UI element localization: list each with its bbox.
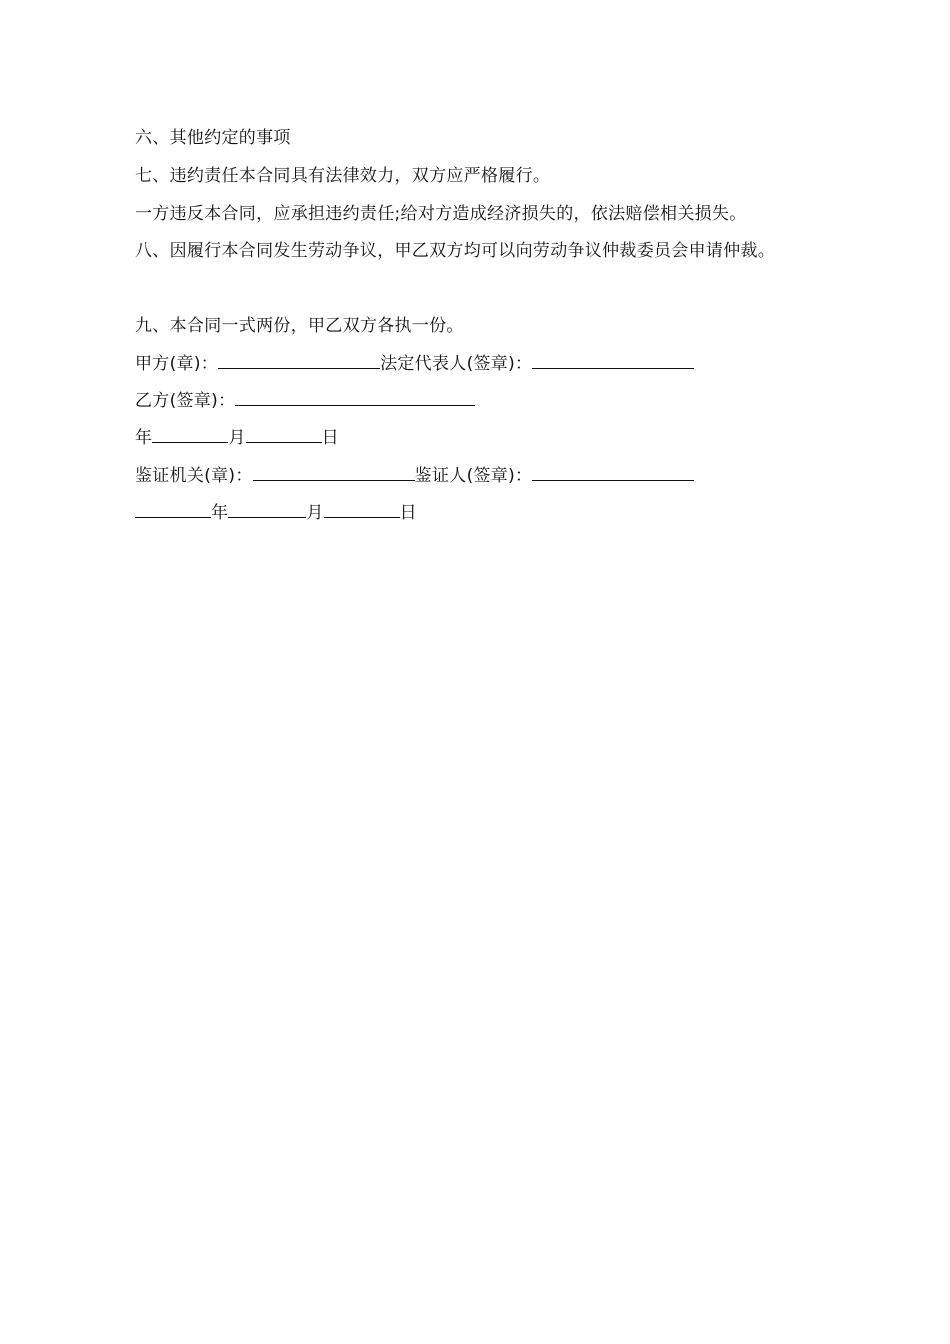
authority-date-row bbox=[135, 500, 417, 525]
month-label-2: 月 bbox=[306, 503, 324, 523]
clause-six: 六、其他约定的事项 bbox=[135, 128, 291, 148]
authority-label: 鉴证机关(章)： bbox=[135, 466, 253, 486]
date-row bbox=[135, 425, 339, 450]
month-label: 月 bbox=[228, 428, 246, 448]
party-a-signature-row bbox=[135, 351, 694, 376]
party-b-signature-blank bbox=[235, 388, 475, 406]
witness-signature-blank bbox=[532, 463, 694, 481]
authority-signature-row bbox=[135, 463, 694, 488]
day-blank-2 bbox=[324, 500, 400, 518]
party-a-signature-blank bbox=[218, 351, 380, 369]
clause-seven: 七、违约责任本合同具有法律效力，双方应严格履行。 bbox=[135, 166, 551, 186]
year-label: 年 bbox=[135, 428, 153, 448]
day-label-2: 日 bbox=[399, 503, 417, 523]
clause-eight: 八、因履行本合同发生劳动争议，甲乙双方均可以向劳动争议仲裁委员会申请仲裁。 bbox=[135, 241, 776, 261]
party-b-signature-row bbox=[135, 388, 475, 413]
legal-rep-signature-blank bbox=[532, 351, 694, 369]
clause-seven-detail: 一方违反本合同，应承担违约责任;给对方造成经济损失的，依法赔偿相关损失。 bbox=[135, 204, 747, 224]
day-label: 日 bbox=[321, 428, 339, 448]
party-b-label: 乙方(签章)： bbox=[135, 391, 236, 411]
month-blank bbox=[152, 425, 228, 443]
legal-rep-label: 法定代表人(签章)： bbox=[380, 354, 533, 374]
year-blank bbox=[135, 500, 211, 518]
month-blank-2 bbox=[228, 500, 306, 518]
year-label-2: 年 bbox=[211, 503, 229, 523]
witness-label: 鉴证人(签章)： bbox=[414, 466, 533, 486]
clause-nine: 九、本合同一式两份，甲乙双方各执一份。 bbox=[135, 316, 464, 336]
day-blank bbox=[246, 425, 322, 443]
party-a-label: 甲方(章)： bbox=[135, 354, 219, 374]
authority-signature-blank bbox=[253, 463, 415, 481]
